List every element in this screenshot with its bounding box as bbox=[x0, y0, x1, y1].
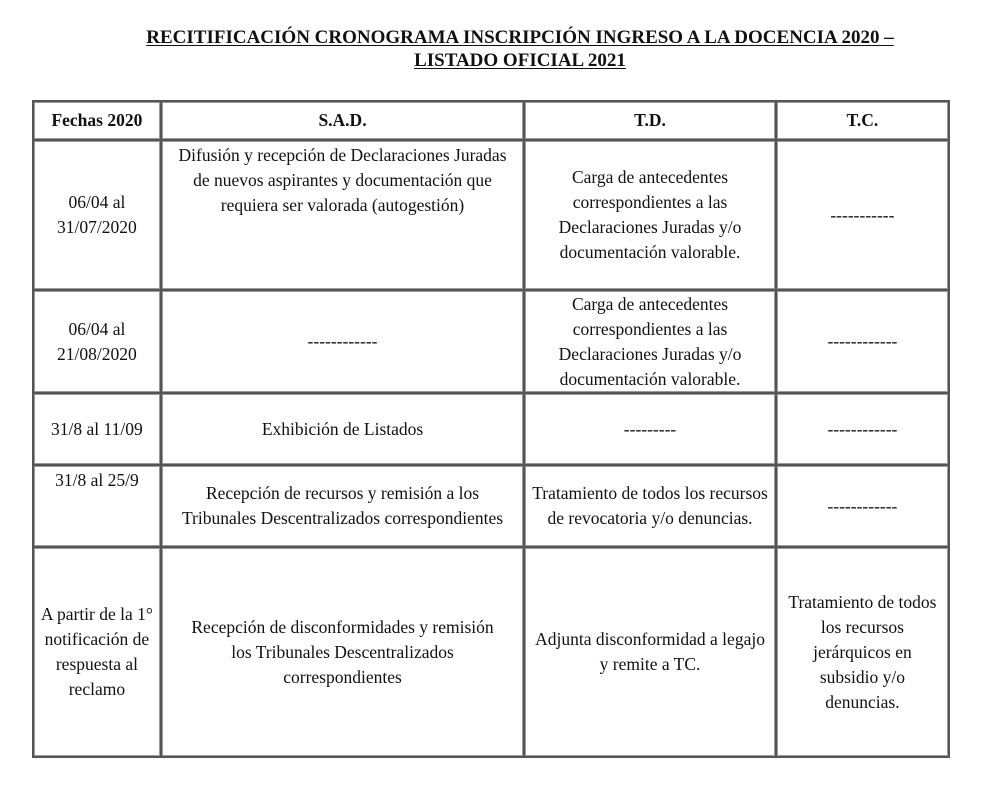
schedule-table bbox=[32, 100, 950, 758]
cell-tc: Tratamiento de todos los recursos jerárquicos en subsidio y/o denuncias. bbox=[776, 547, 949, 757]
cell-td: Carga de antecedentes correspondientes a las Declaraciones Juradas y/o documentación valorable. bbox=[524, 290, 776, 393]
cell-tc: ----------- bbox=[776, 140, 949, 290]
document-title-line-1: RECITIFICACIÓN CRONOGRAMA INSCRIPCIÓN INGRESO A LA DOCENCIA 2020 – bbox=[146, 27, 894, 48]
cell-date: 31/8 al 25/9 bbox=[33, 465, 161, 547]
cell-tc: ------------ bbox=[776, 465, 949, 547]
table-row bbox=[33, 547, 949, 757]
document-title bbox=[60, 26, 980, 72]
header-fechas: Fechas 2020 bbox=[33, 101, 161, 140]
table-header-row bbox=[33, 101, 949, 140]
cell-date: 06/04 al 21/08/2020 bbox=[33, 290, 161, 393]
cell-sad: Recepción de recursos y remisión a los Tribunales Descentralizados correspondientes bbox=[161, 465, 524, 547]
header-sad: S.A.D. bbox=[161, 101, 524, 140]
cell-sad: Difusión y recepción de Declaraciones Juradas de nuevos aspirantes y documentación que requiera ser valorada (autogestión) bbox=[161, 140, 524, 290]
cell-sad: Recepción de disconformidades y remisión los Tribunales Descentralizados correspondientes bbox=[161, 547, 524, 757]
cell-td: Carga de antecedentes correspondientes a las Declaraciones Juradas y/o documentación valorable. bbox=[524, 140, 776, 290]
table-row bbox=[33, 393, 949, 465]
cell-date bbox=[33, 140, 161, 290]
document-title-line-2: LISTADO OFICIAL 2021 bbox=[414, 50, 626, 71]
cell-tc: ------------ bbox=[776, 290, 949, 393]
header-td: T.D. bbox=[524, 101, 776, 140]
table-row bbox=[33, 290, 949, 393]
cell-date-text: 06/04 al 31/07/2020 bbox=[57, 192, 137, 237]
cell-date: A partir de la 1° notificación de respuesta al reclamo bbox=[33, 547, 161, 757]
table-row bbox=[33, 465, 949, 547]
table-row bbox=[33, 140, 949, 290]
cell-td: Adjunta disconformidad a legajo y remite a TC. bbox=[524, 547, 776, 757]
cell-tc: ------------ bbox=[776, 393, 949, 465]
cell-sad: ------------ bbox=[161, 290, 524, 393]
cell-td: Tratamiento de todos los recursos de revocatoria y/o denuncias. bbox=[524, 465, 776, 547]
header-tc: T.C. bbox=[776, 101, 949, 140]
cell-td: --------- bbox=[524, 393, 776, 465]
cell-date: 31/8 al 11/09 bbox=[33, 393, 161, 465]
cell-sad: Exhibición de Listados bbox=[161, 393, 524, 465]
